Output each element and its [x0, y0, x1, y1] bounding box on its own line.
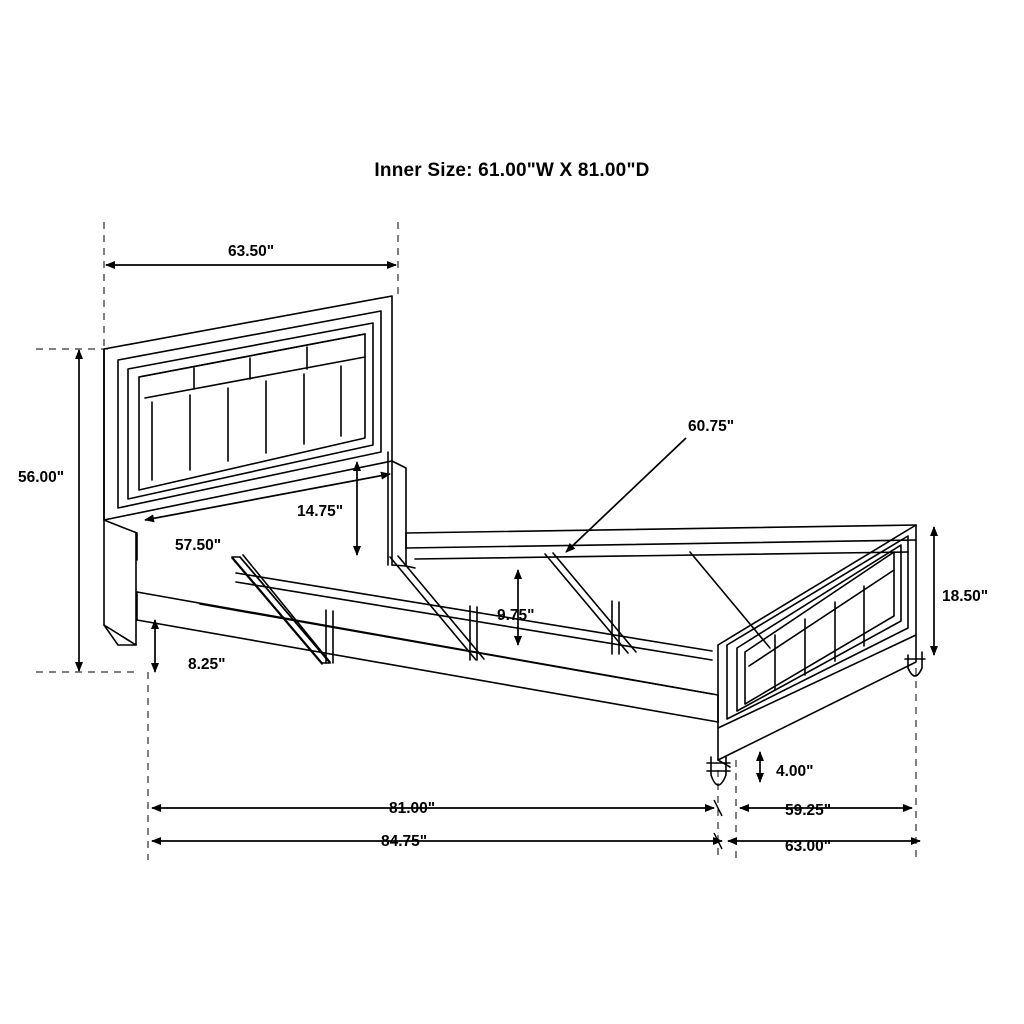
dim-label-rail-to-slat: 60.75" — [688, 418, 735, 435]
dim-label-headboard-height: 56.00" — [18, 469, 65, 486]
dim-label-foot-height: 4.00" — [776, 763, 814, 780]
dim-label-clearance-height: 8.25" — [188, 656, 226, 673]
dim-label-panel-height: 14.75" — [297, 503, 344, 520]
dim-label-inner-headboard-width: 57.50" — [175, 537, 222, 554]
dim-label-overall-length: 84.75" — [381, 833, 428, 850]
dim-label-footboard-height: 18.50" — [942, 588, 989, 605]
dim-label-rail-height: 9.75" — [497, 607, 535, 624]
dim-label-inner-length: 81.00" — [389, 800, 436, 817]
dim-label-headboard-width: 63.50" — [228, 243, 275, 260]
leader-line-60-75 — [566, 438, 686, 552]
page-title: Inner Size: 61.00"W X 81.00"D — [374, 160, 650, 181]
bed-outline — [104, 296, 925, 785]
dim-label-footboard-inner-width: 59.25" — [785, 802, 832, 819]
dim-label-footboard-width: 63.00" — [785, 838, 832, 855]
